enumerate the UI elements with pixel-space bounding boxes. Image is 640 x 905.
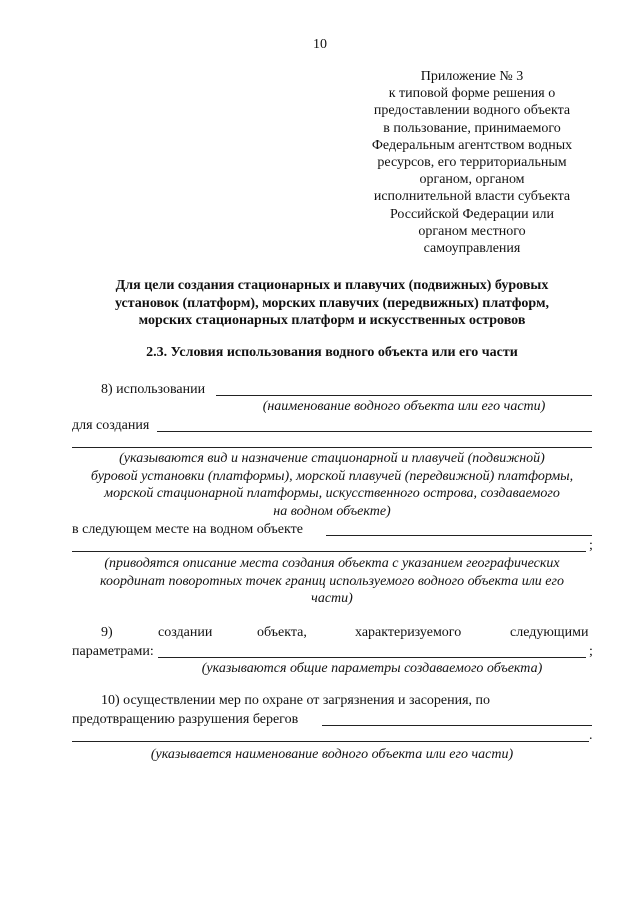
item8-hint: (наименование водного объекта или его части) [262, 399, 546, 414]
purpose-line: морских стационарных платформ и искусственных островов [138, 313, 526, 328]
appendix-line: в пользование, принимаемого [383, 120, 561, 136]
section-title: 2.3. Условия использования водного объекта или его части [146, 345, 518, 360]
item10-line1: 10) осуществлении мер по охране от загрязнения и засорения, по [101, 693, 491, 708]
appendix-line: ресурсов, его территориальным [377, 155, 567, 171]
for-creation-label: для создания [72, 418, 150, 433]
item9-hint: (указываются общие параметры создаваемого объекта) [201, 661, 543, 676]
hint-line: (указываются вид и назначение стационарной и плавучей (подвижной) [119, 451, 545, 466]
hint-line: на водном объекте) [273, 503, 391, 519]
item8-hint2 [60, 450, 604, 520]
water-object-blank[interactable] [216, 395, 592, 396]
hint-line: (приводятся описание места создания объекта с указанием географических [104, 556, 560, 571]
params-label: параметрами: [72, 644, 154, 659]
appendix-line: к типовой форме решения о [388, 86, 556, 102]
item9-word: объекта, [257, 625, 307, 640]
item10-line2: предотвращению разрушения берегов [72, 712, 299, 727]
item10-hint: (указывается наименование водного объекта или его части) [150, 747, 514, 762]
location-semicolon: ; [589, 538, 593, 553]
protection-period: . [589, 728, 593, 743]
creation-blank[interactable] [157, 431, 592, 432]
appendix-line: органом местного [418, 223, 526, 239]
appendix-line: предоставлении водного объекта [373, 103, 571, 119]
purpose-heading [72, 277, 592, 330]
hint-line: морской стационарной платформы, искусственного острова, создаваемого [104, 486, 560, 501]
appendix-line: Приложение № 3 [420, 69, 524, 84]
item8-label: 8) использовании [101, 382, 206, 397]
appendix-header [364, 68, 580, 257]
appendix-line: Федеральным агентством водных [371, 137, 573, 153]
appendix-line: самоуправления [423, 241, 521, 257]
item9-word: характеризуемого [355, 625, 462, 640]
item9-word: следующими [510, 625, 589, 640]
item8-hint3 [60, 555, 604, 608]
page-number: 10 [313, 37, 327, 52]
purpose-line: установок (платформ), морских плавучих (передвижных) платформ, [114, 295, 550, 311]
appendix-line: органом, органом [419, 172, 525, 188]
hint-line: буровой установки (платформы), морской плавучей (передвижной) платформы, [90, 468, 574, 484]
location-blank[interactable] [326, 535, 592, 536]
protection-blank-2[interactable] [72, 741, 589, 742]
params-semicolon: ; [589, 644, 593, 659]
appendix-line: исполнительной власти субъекта [373, 189, 571, 205]
location-label: в следующем месте на водном объекте [72, 522, 303, 537]
item9-word: создании [158, 625, 213, 640]
hint-line: координат поворотных точек границ используемого водного объекта или его [99, 573, 564, 589]
item9-number: 9) [101, 625, 113, 640]
creation-blank-2[interactable] [72, 447, 592, 448]
hint-line: части) [311, 591, 353, 606]
protection-blank[interactable] [322, 725, 592, 726]
location-blank-2[interactable] [72, 551, 586, 552]
purpose-line: Для цели создания стационарных и плавучих (подвижных) буровых [115, 278, 549, 293]
params-blank[interactable] [158, 657, 586, 658]
appendix-line: Российской Федерации или [389, 206, 555, 222]
